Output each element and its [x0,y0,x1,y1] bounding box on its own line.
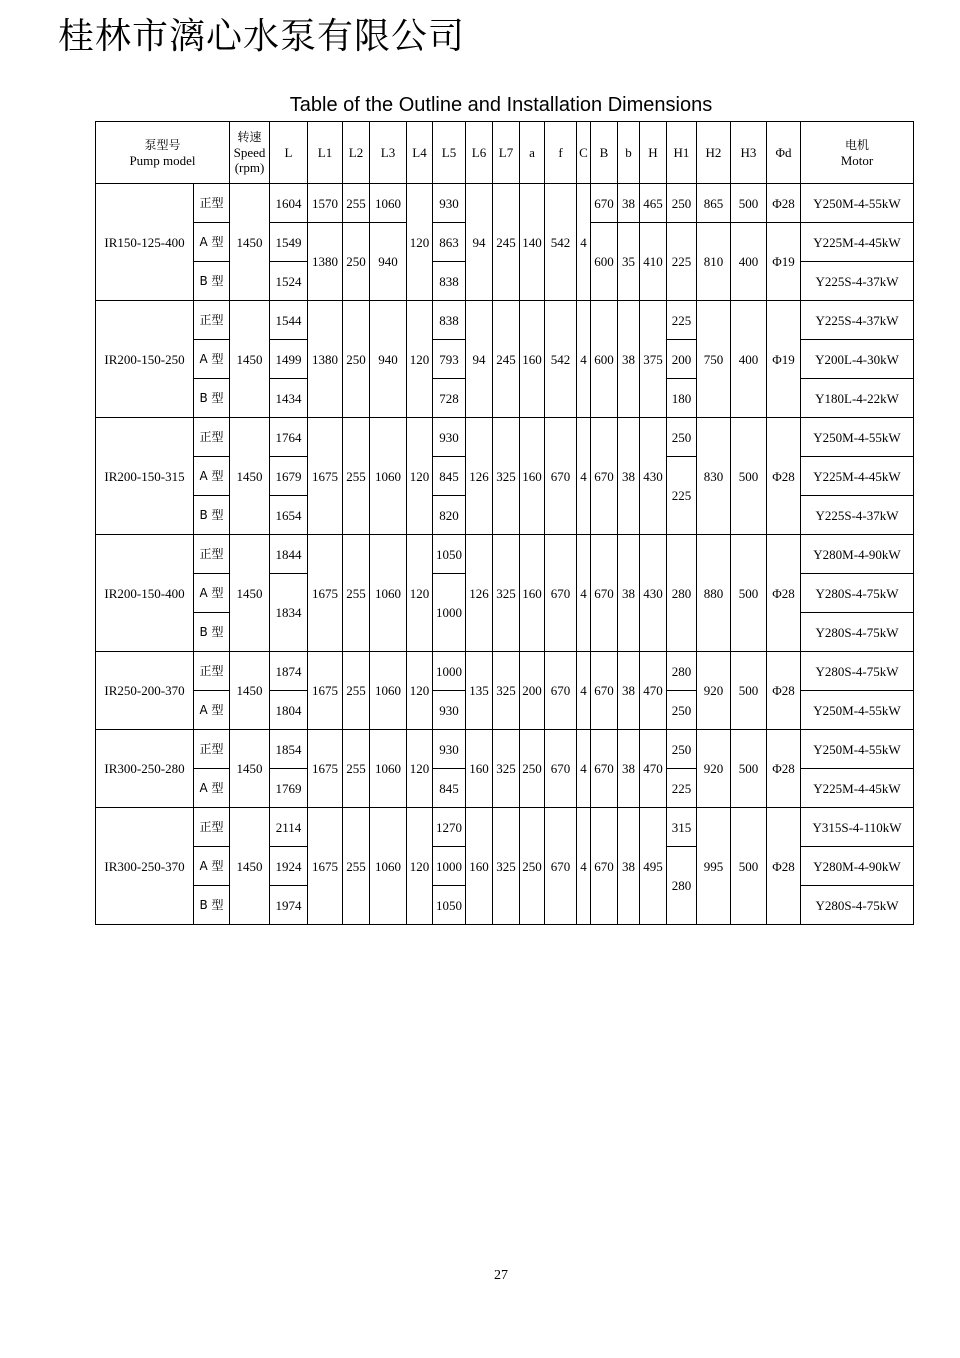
C-cell: 4 [577,184,591,301]
H1-cell: 315 [667,808,697,847]
speed-header-unit: (rpm) [234,160,265,175]
L4-cell: 120 [407,730,433,808]
motor-cell: Y225S-4-37kW [801,496,914,535]
L-cell: 1854 [270,730,308,769]
L3-cell: 1060 [370,535,407,652]
col-header-b: b [618,122,640,184]
pump-model-cell: IR200-150-315 [96,418,194,535]
d-cell: Φ28 [767,418,801,535]
variant-type-cell: 正型 [194,418,230,457]
motor-cell: Y180L-4-22kW [801,379,914,418]
speed-cell: 1450 [230,301,270,418]
L5-cell: 1050 [433,886,466,925]
motor-cell: Y200L-4-30kW [801,340,914,379]
variant-type-cell: B 型 [194,262,230,301]
H1-cell: 225 [667,223,697,301]
col-header-H1: H1 [667,122,697,184]
L5-cell: 1000 [433,652,466,691]
motor-cell: Y250M-4-55kW [801,730,914,769]
a-cell: 160 [520,301,545,418]
L6-cell: 126 [466,535,493,652]
L5-cell: 1270 [433,808,466,847]
H2-cell: 920 [697,652,731,730]
col-header-L6: L6 [466,122,493,184]
motor-cell: Y280S-4-75kW [801,886,914,925]
pump-model-cell: IR300-250-370 [96,808,194,925]
L-cell: 1544 [270,301,308,340]
L7-cell: 325 [493,808,520,925]
H-cell: 470 [640,652,667,730]
L3-cell: 1060 [370,418,407,535]
d-cell: Φ28 [767,184,801,223]
L5-cell: 838 [433,262,466,301]
H-cell: 430 [640,418,667,535]
H3-cell: 500 [731,652,767,730]
L3-cell: 1060 [370,652,407,730]
C-cell: 4 [577,418,591,535]
L5-cell: 930 [433,691,466,730]
pump-model-header [96,122,230,184]
B-cell: 670 [591,808,618,925]
B-cell: 670 [591,535,618,652]
variant-type-cell: 正型 [194,184,230,223]
pump-model-cell: IR250-200-370 [96,652,194,730]
d-cell: Φ28 [767,652,801,730]
motor-cell: Y225M-4-45kW [801,457,914,496]
col-header-L4: L4 [407,122,433,184]
motor-cell: Y280S-4-75kW [801,574,914,613]
H1-cell: 180 [667,379,697,418]
L-cell: 1499 [270,340,308,379]
motor-cell: Y280M-4-90kW [801,847,914,886]
b-cell: 38 [618,184,640,223]
L2-cell: 255 [343,418,370,535]
L5-cell: 793 [433,340,466,379]
L2-cell: 255 [343,652,370,730]
L5-cell: 728 [433,379,466,418]
L6-cell: 160 [466,808,493,925]
speed-cell: 1450 [230,418,270,535]
variant-type-cell: 正型 [194,652,230,691]
motor-cell: Y280S-4-75kW [801,652,914,691]
H-cell: 430 [640,535,667,652]
L-cell: 1844 [270,535,308,574]
L5-cell: 930 [433,184,466,223]
f-cell: 542 [545,184,577,301]
L5-cell: 838 [433,301,466,340]
L1-cell: 1675 [308,535,343,652]
d-cell: Φ28 [767,808,801,925]
col-header-C: C [577,122,591,184]
f-cell: 670 [545,730,577,808]
motor-cell: Y280M-4-90kW [801,535,914,574]
pump-model-header-en: Pump model [129,152,196,168]
col-header-H2: H2 [697,122,731,184]
L5-cell: 930 [433,730,466,769]
H1-cell: 250 [667,184,697,223]
header-row [96,122,914,184]
col-header-d: Φd [767,122,801,184]
table-row [96,652,914,691]
b-cell: 35 [618,223,640,301]
L-cell: 2114 [270,808,308,847]
L-cell: 1679 [270,457,308,496]
table-row [96,808,914,847]
table-row [96,184,914,223]
B-cell: 670 [591,730,618,808]
H3-cell: 500 [731,535,767,652]
motor-cell: Y250M-4-55kW [801,691,914,730]
L2-cell: 255 [343,184,370,223]
variant-type-cell: 正型 [194,535,230,574]
L3-cell: 1060 [370,808,407,925]
H2-cell: 830 [697,418,731,535]
speed-cell: 1450 [230,808,270,925]
H2-cell: 865 [697,184,731,223]
L1-cell: 1675 [308,808,343,925]
L6-cell: 94 [466,184,493,301]
speed-header-cn: 转速 [237,130,262,144]
variant-type-cell: 正型 [194,730,230,769]
col-header-L7: L7 [493,122,520,184]
pump-model-cell: IR150-125-400 [96,184,194,301]
variant-type-cell: A 型 [194,769,230,808]
motor-header-cn: 电机 [844,137,869,152]
L6-cell: 160 [466,730,493,808]
H1-cell: 250 [667,691,697,730]
C-cell: 4 [577,535,591,652]
col-header-H: H [640,122,667,184]
L-cell: 1524 [270,262,308,301]
H-cell: 470 [640,730,667,808]
L5-cell: 1000 [433,574,466,652]
L-cell: 1549 [270,223,308,262]
C-cell: 4 [577,652,591,730]
H2-cell: 920 [697,730,731,808]
pump-model-cell: IR200-150-400 [96,535,194,652]
f-cell: 670 [545,535,577,652]
variant-type-cell: A 型 [194,574,230,613]
H2-cell: 880 [697,535,731,652]
page-number: 27 [494,1268,508,1283]
L-cell: 1764 [270,418,308,457]
H1-cell: 225 [667,769,697,808]
table-row [96,301,914,340]
variant-type-cell: 正型 [194,301,230,340]
variant-type-cell: A 型 [194,847,230,886]
d-cell: Φ19 [767,301,801,418]
L7-cell: 325 [493,418,520,535]
H1-cell: 280 [667,847,697,925]
col-header-a: a [520,122,545,184]
motor-cell: Y315S-4-110kW [801,808,914,847]
L-cell: 1654 [270,496,308,535]
motor-cell: Y225S-4-37kW [801,301,914,340]
L7-cell: 325 [493,730,520,808]
speed-header-en: Speed [233,145,266,160]
L5-cell: 930 [433,418,466,457]
L-cell: 1804 [270,691,308,730]
L4-cell: 120 [407,301,433,418]
variant-type-cell: A 型 [194,691,230,730]
H1-cell: 250 [667,418,697,457]
b-cell: 38 [618,535,640,652]
L-cell: 1769 [270,769,308,808]
variant-type-cell: 正型 [194,808,230,847]
H-cell: 495 [640,808,667,925]
L4-cell: 120 [407,808,433,925]
table-row [96,535,914,574]
variant-type-cell: B 型 [194,886,230,925]
pump-model-cell: IR300-250-280 [96,730,194,808]
f-cell: 670 [545,418,577,535]
H2-cell: 995 [697,808,731,925]
speed-header [230,122,270,184]
a-cell: 160 [520,535,545,652]
col-header-L1: L1 [308,122,343,184]
L2-cell: 255 [343,808,370,925]
L5-cell: 1050 [433,535,466,574]
L-cell: 1434 [270,379,308,418]
H3-cell: 500 [731,808,767,925]
a-cell: 160 [520,418,545,535]
variant-type-cell: A 型 [194,457,230,496]
col-header-L: L [270,122,308,184]
variant-type-cell: B 型 [194,496,230,535]
H3-cell: 400 [731,223,767,301]
motor-cell: Y225S-4-37kW [801,262,914,301]
L7-cell: 245 [493,301,520,418]
L2-cell: 255 [343,730,370,808]
L3-cell: 1060 [370,730,407,808]
H-cell: 375 [640,301,667,418]
motor-header-en: Motor [840,152,874,168]
B-cell: 600 [591,223,618,301]
L5-cell: 1000 [433,847,466,886]
speed-cell: 1450 [230,652,270,730]
motor-cell: Y280S-4-75kW [801,613,914,652]
C-cell: 4 [577,808,591,925]
motor-header [801,122,914,184]
H1-cell: 200 [667,340,697,379]
L5-cell: 845 [433,457,466,496]
L-cell: 1874 [270,652,308,691]
a-cell: 250 [520,808,545,925]
L5-cell: 845 [433,769,466,808]
L4-cell: 120 [407,652,433,730]
col-header-B: B [591,122,618,184]
L-cell: 1834 [270,574,308,652]
B-cell: 670 [591,184,618,223]
H3-cell: 500 [731,418,767,535]
L2-cell: 255 [343,535,370,652]
col-header-L5: L5 [433,122,466,184]
speed-cell: 1450 [230,535,270,652]
pump-model-cell: IR200-150-250 [96,301,194,418]
H1-cell: 250 [667,730,697,769]
col-header-L2: L2 [343,122,370,184]
table-row [96,418,914,457]
L1-cell: 1675 [308,730,343,808]
pump-model-header-cn: 泵型号 [144,137,181,152]
L1-cell: 1675 [308,418,343,535]
H3-cell: 400 [731,301,767,418]
H1-cell: 225 [667,301,697,340]
col-header-L3: L3 [370,122,407,184]
speed-cell: 1450 [230,184,270,301]
L1-cell: 1380 [308,301,343,418]
H1-cell: 225 [667,457,697,535]
L-cell: 1924 [270,847,308,886]
L5-cell: 863 [433,223,466,262]
H-cell: 465 [640,184,667,223]
a-cell: 200 [520,652,545,730]
H3-cell: 500 [731,730,767,808]
a-cell: 140 [520,184,545,301]
L4-cell: 120 [407,418,433,535]
L7-cell: 325 [493,535,520,652]
variant-type-cell: B 型 [194,613,230,652]
f-cell: 542 [545,301,577,418]
L3-cell: 940 [370,223,407,301]
L3-cell: 940 [370,301,407,418]
H3-cell: 500 [731,184,767,223]
B-cell: 600 [591,301,618,418]
L2-cell: 250 [343,223,370,301]
L6-cell: 94 [466,301,493,418]
col-header-f: f [545,122,577,184]
b-cell: 38 [618,808,640,925]
L4-cell: 120 [407,184,433,301]
motor-cell: Y225M-4-45kW [801,769,914,808]
table-row [96,730,914,769]
col-header-H3: H3 [731,122,767,184]
motor-cell: Y225M-4-45kW [801,223,914,262]
variant-type-cell: A 型 [194,223,230,262]
L7-cell: 245 [493,184,520,301]
b-cell: 38 [618,301,640,418]
L6-cell: 135 [466,652,493,730]
d-cell: Φ19 [767,223,801,301]
H2-cell: 750 [697,301,731,418]
L4-cell: 120 [407,535,433,652]
motor-cell: Y250M-4-55kW [801,184,914,223]
C-cell: 4 [577,301,591,418]
d-cell: Φ28 [767,730,801,808]
a-cell: 250 [520,730,545,808]
f-cell: 670 [545,808,577,925]
b-cell: 38 [618,730,640,808]
f-cell: 670 [545,652,577,730]
table-title: Table of the Outline and Installation Dimensions [289,94,713,116]
L1-cell: 1570 [308,184,343,223]
B-cell: 670 [591,652,618,730]
b-cell: 38 [618,652,640,730]
L3-cell: 1060 [370,184,407,223]
L6-cell: 126 [466,418,493,535]
variant-type-cell: A 型 [194,340,230,379]
L-cell: 1974 [270,886,308,925]
d-cell: Φ28 [767,535,801,652]
B-cell: 670 [591,418,618,535]
variant-type-cell: B 型 [194,379,230,418]
H-cell: 410 [640,223,667,301]
dimensions-table [95,121,914,925]
L7-cell: 325 [493,652,520,730]
L1-cell: 1675 [308,652,343,730]
company-name: 桂林市漓心水泵有限公司 [58,16,466,57]
L2-cell: 250 [343,301,370,418]
H1-cell: 280 [667,535,697,652]
L1-cell: 1380 [308,223,343,301]
L5-cell: 820 [433,496,466,535]
C-cell: 4 [577,730,591,808]
motor-cell: Y250M-4-55kW [801,418,914,457]
L-cell: 1604 [270,184,308,223]
b-cell: 38 [618,418,640,535]
H2-cell: 810 [697,223,731,301]
speed-cell: 1450 [230,730,270,808]
H1-cell: 280 [667,652,697,691]
